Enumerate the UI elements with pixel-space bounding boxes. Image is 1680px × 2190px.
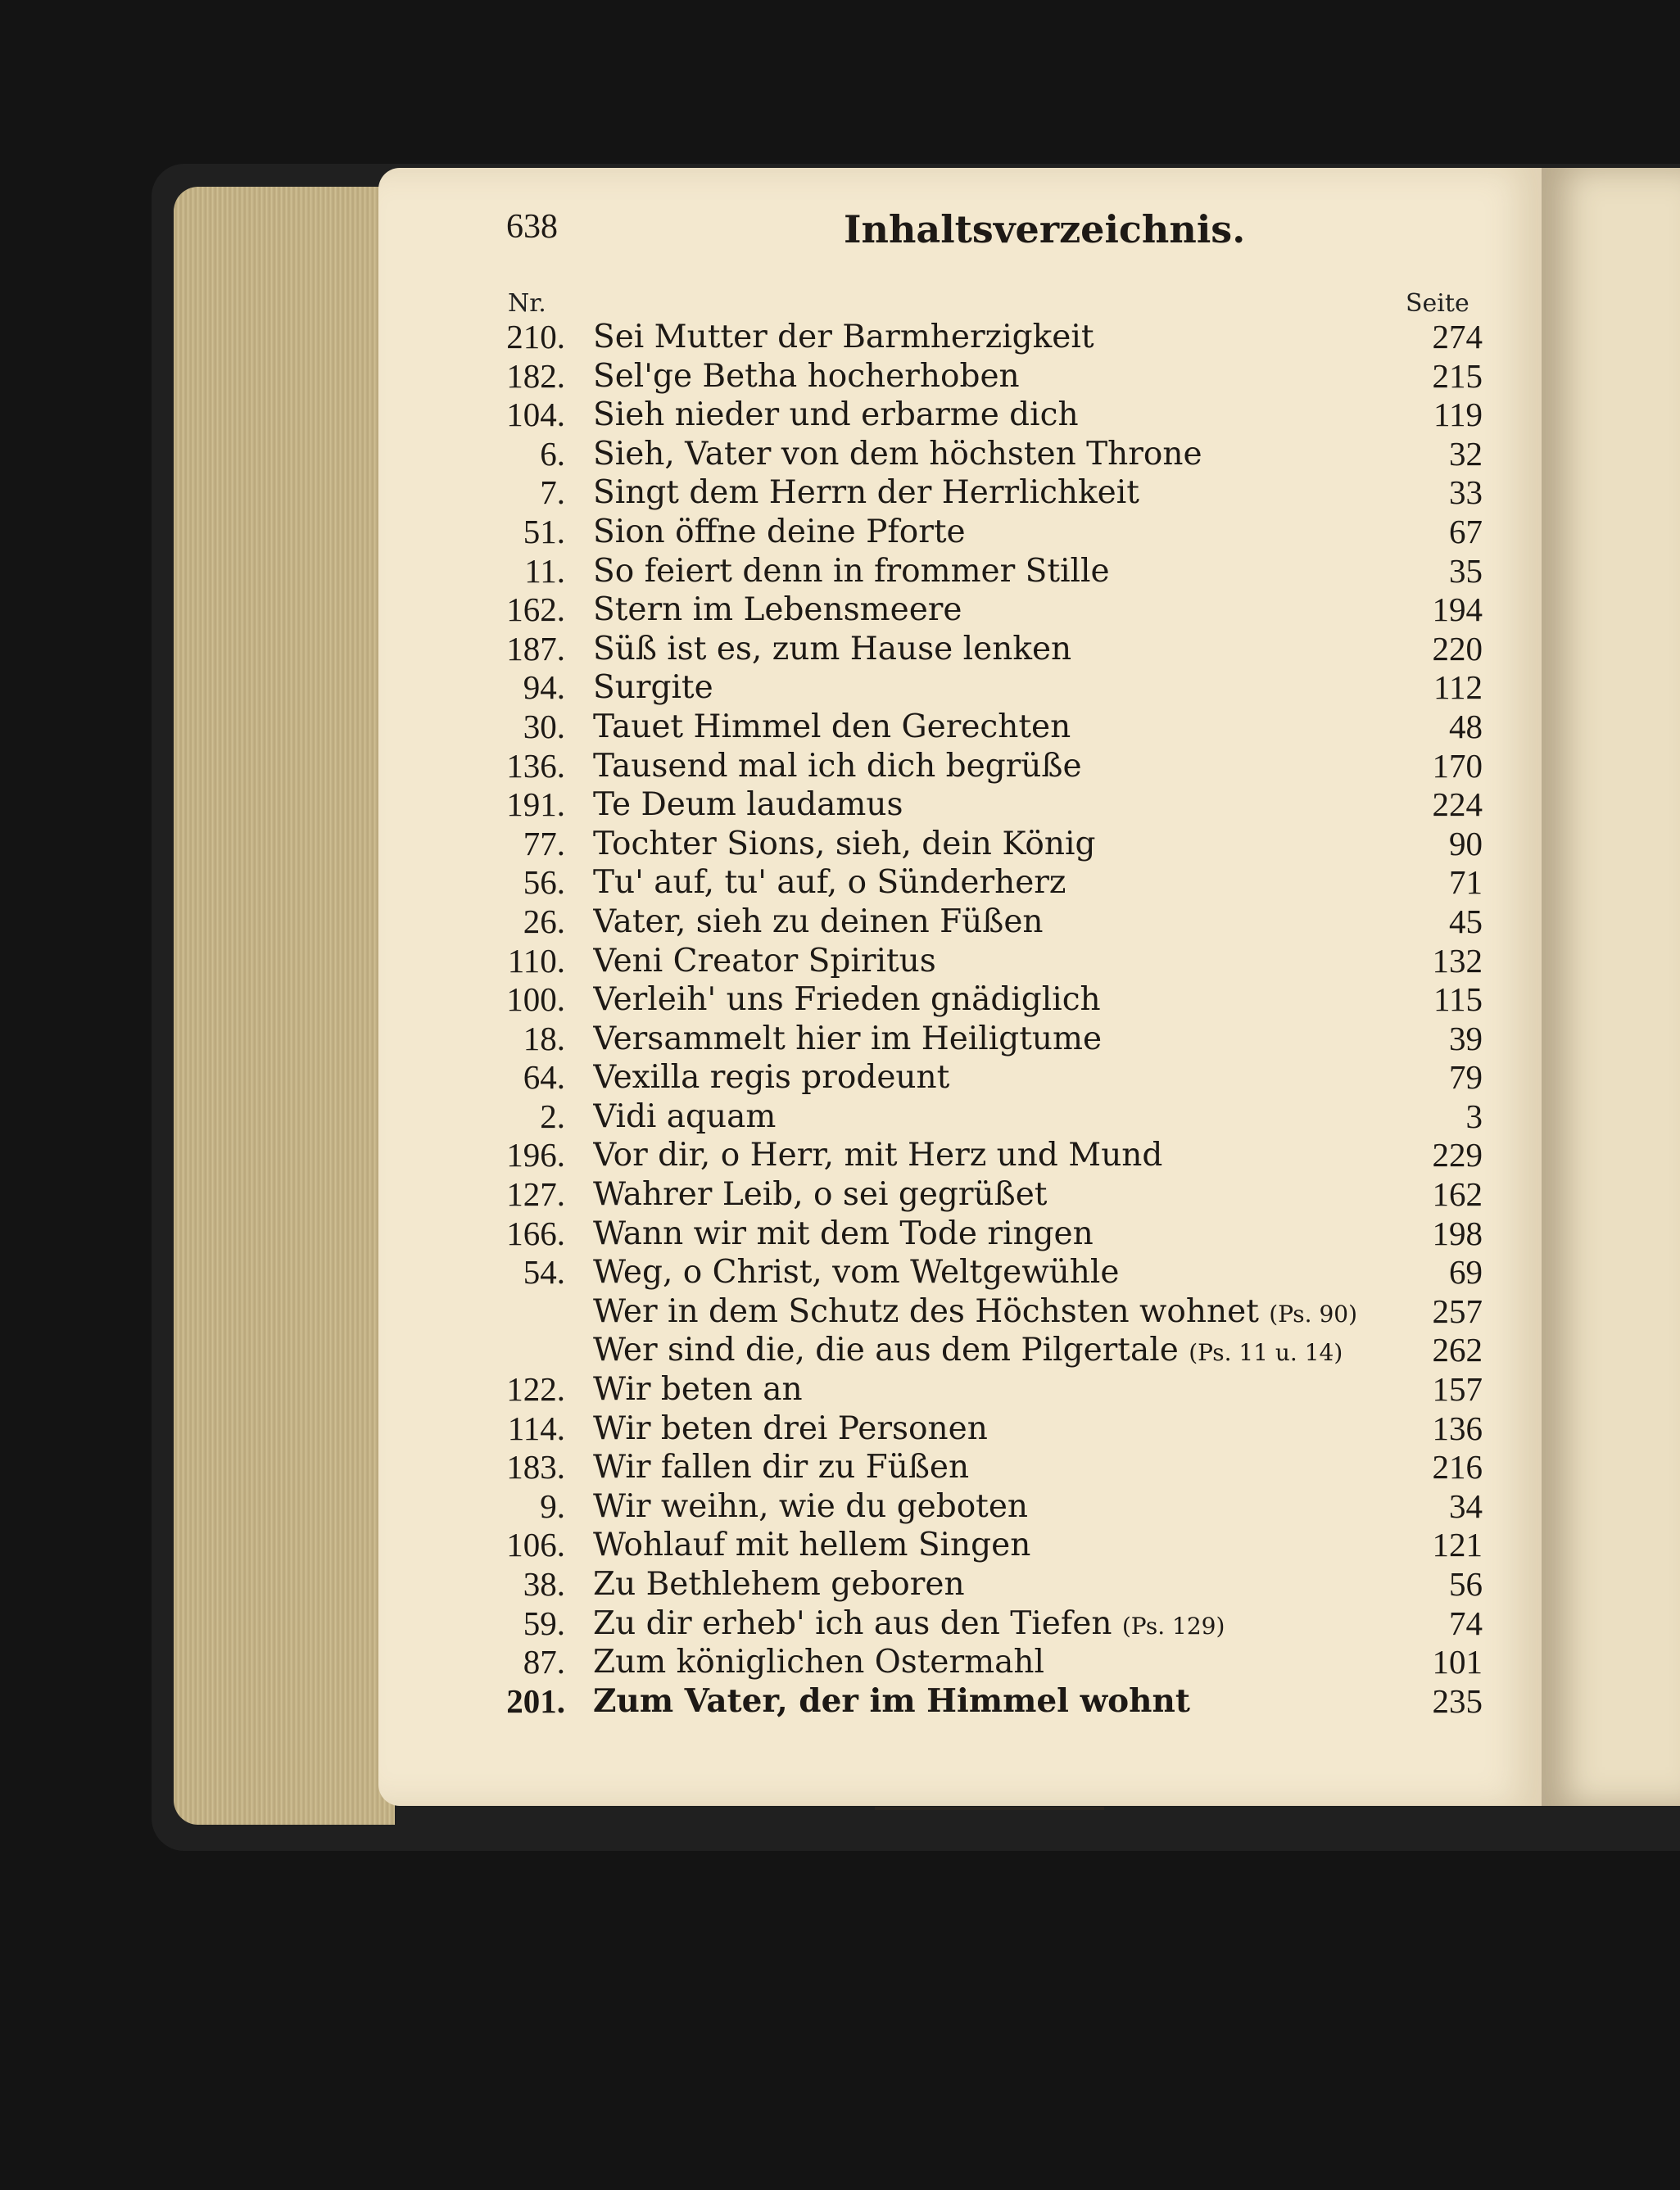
entry-number: 100.	[506, 980, 565, 1019]
index-entry	[491, 863, 1483, 903]
entry-page: 220	[1432, 629, 1483, 667]
entry-title-text: Tu' auf, tu' auf, o Sünderherz	[593, 864, 1066, 902]
entry-title-wrap	[593, 396, 1412, 435]
entry-page: 198	[1432, 1214, 1483, 1252]
entry-title	[593, 748, 1090, 785]
entry-page: 170	[1432, 746, 1483, 785]
entry-page: 229	[1432, 1136, 1483, 1174]
entry-page: 39	[1449, 1019, 1483, 1057]
page-number: 638	[506, 208, 558, 246]
column-header-seite: Seite	[1406, 289, 1469, 318]
entry-number: 104.	[506, 396, 565, 434]
index-entry	[491, 435, 1483, 474]
entry-title	[593, 1176, 1055, 1213]
entry-title-wrap	[593, 1331, 1412, 1373]
entry-title-wrap	[593, 513, 1412, 552]
entry-title	[593, 553, 1118, 590]
entry-page: 224	[1432, 785, 1483, 824]
entry-page: 67	[1449, 512, 1483, 550]
entry-page: 74	[1449, 1604, 1483, 1642]
entry-title-wrap	[593, 1682, 1412, 1722]
entry-title-wrap	[593, 1020, 1412, 1059]
entry-page: 132	[1432, 941, 1483, 980]
entry-title-text: Sei Mutter der Barmherzigkeit	[593, 319, 1094, 355]
entry-title-wrap	[593, 863, 1412, 903]
index-list	[491, 318, 1483, 1721]
entry-number: 9.	[540, 1486, 565, 1525]
entry-title	[593, 1332, 1351, 1369]
index-entry	[491, 942, 1483, 981]
entry-title-text: Sion öffne deine Pforte	[593, 513, 966, 550]
entry-title-wrap	[593, 590, 1412, 630]
entry-page: 216	[1432, 1448, 1483, 1486]
entry-page: 56	[1449, 1565, 1483, 1603]
entry-title-wrap	[593, 1370, 1412, 1409]
index-entry	[491, 1682, 1483, 1722]
entry-title-text: Stern im Lebensmeere	[593, 591, 962, 629]
entry-note: (Ps. 129)	[1121, 1612, 1225, 1640]
entry-title-wrap	[593, 1058, 1412, 1097]
entry-page: 45	[1449, 902, 1483, 940]
entry-number: 162.	[506, 590, 565, 629]
entry-number: 183.	[506, 1448, 565, 1486]
entry-title-text: Wohlauf mit hellem Singen	[593, 1527, 1031, 1564]
entry-number: 2.	[540, 1097, 565, 1135]
entry-title-wrap	[593, 1643, 1412, 1682]
entry-page: 34	[1449, 1486, 1483, 1525]
entry-number: 106.	[506, 1526, 565, 1564]
entry-number: 77.	[523, 824, 565, 862]
entry-title-text: Wir beten an	[593, 1371, 803, 1409]
entry-title-wrap	[593, 318, 1412, 357]
entry-title	[593, 943, 944, 980]
index-entry	[491, 1604, 1483, 1644]
entry-title	[593, 1254, 1127, 1291]
entry-number: 18.	[523, 1019, 565, 1057]
entry-page: 157	[1432, 1370, 1483, 1409]
entry-title-text: Wer sind die, die aus dem Pilgertale	[593, 1332, 1179, 1369]
entry-title-text: Wann wir mit dem Tode ringen	[593, 1215, 1094, 1252]
entry-number: 210.	[506, 318, 565, 355]
index-entry	[491, 785, 1483, 825]
entry-number: 136.	[506, 746, 565, 785]
entry-title-wrap	[593, 942, 1412, 981]
entry-title	[593, 1527, 1039, 1563]
entry-page: 257	[1432, 1292, 1483, 1330]
entry-title	[593, 786, 911, 823]
entry-number: 201.	[506, 1681, 565, 1720]
index-entry	[491, 708, 1483, 747]
index-entry	[491, 980, 1483, 1020]
entry-title-wrap	[593, 630, 1412, 669]
entry-title-wrap	[593, 1175, 1412, 1215]
entry-title-text: Wir weihn, wie du geboten	[593, 1487, 1029, 1525]
entry-title-wrap	[593, 1487, 1412, 1527]
entry-title	[593, 1098, 784, 1135]
entry-title	[593, 319, 1103, 355]
entry-title	[593, 474, 1148, 511]
entry-page: 119	[1433, 396, 1483, 434]
entry-title	[593, 1020, 1110, 1057]
entry-title-text: Veni Creator Spiritus	[593, 942, 936, 980]
entry-title	[593, 826, 1103, 862]
index-entry	[491, 590, 1483, 630]
index-entry	[491, 630, 1483, 669]
entry-number: 64.	[523, 1058, 565, 1097]
entry-title	[593, 864, 1074, 901]
index-entry	[491, 357, 1483, 396]
entry-page: 71	[1449, 863, 1483, 902]
entry-title	[593, 1215, 1102, 1252]
index-entry	[491, 903, 1483, 942]
index-entry	[491, 1058, 1483, 1097]
entry-title-text: Singt dem Herrn der Herrlichkeit	[593, 474, 1139, 512]
index-entry	[491, 473, 1483, 513]
entry-title	[593, 591, 971, 628]
index-entry	[491, 1253, 1483, 1292]
entry-title-text: Wahrer Leib, o sei gegrüßet	[593, 1176, 1048, 1214]
entry-title-text: Süß ist es, zum Hause lenken	[593, 630, 1072, 667]
entry-title	[593, 396, 1087, 433]
page-title: Inhaltsverzeichnis.	[844, 207, 1246, 251]
entry-title-wrap	[593, 747, 1412, 786]
index-entry	[491, 396, 1483, 435]
entry-number: 11.	[524, 551, 565, 590]
entry-title-wrap	[593, 785, 1412, 825]
entry-page: 112	[1433, 668, 1483, 707]
entry-number: 114.	[507, 1409, 565, 1447]
entry-page: 162	[1432, 1175, 1483, 1214]
entry-title-wrap	[593, 1565, 1412, 1604]
index-entry	[491, 825, 1483, 864]
index-entry	[491, 1020, 1483, 1059]
entry-title-wrap	[593, 357, 1412, 396]
entry-title-text: Wir fallen dir zu Füßen	[593, 1449, 970, 1486]
entry-number: 196.	[506, 1136, 565, 1174]
entry-note: (Ps. 11 u. 14)	[1189, 1339, 1343, 1367]
index-entry	[491, 513, 1483, 552]
index-entry	[491, 552, 1483, 591]
entry-title	[593, 1605, 1233, 1642]
entry-title-text: Vor dir, o Herr, mit Herz und Mund	[593, 1137, 1163, 1174]
entry-title-wrap	[593, 1448, 1412, 1487]
index-entry	[491, 1215, 1483, 1254]
entry-number: 54.	[523, 1253, 565, 1292]
entry-title-text: Te Deum laudamus	[593, 786, 903, 824]
entry-title-text: Zu dir erheb' ich aus den Tiefen	[593, 1604, 1112, 1642]
entry-title	[593, 1644, 1053, 1681]
entry-title-wrap	[593, 668, 1412, 708]
index-entry	[491, 1487, 1483, 1527]
entry-page: 215	[1432, 356, 1483, 395]
entry-title	[593, 1488, 1036, 1525]
entry-page: 101	[1432, 1643, 1483, 1681]
entry-page: 32	[1449, 434, 1483, 473]
entry-title	[593, 1682, 1198, 1720]
facing-page	[1542, 168, 1680, 1806]
entry-page: 69	[1449, 1253, 1483, 1292]
page-header	[506, 207, 1479, 256]
entry-title	[593, 903, 1052, 940]
entry-title-wrap	[593, 825, 1412, 864]
entry-number: 182.	[506, 356, 565, 395]
entry-title-text: Surgite	[593, 669, 713, 707]
entry-page: 194	[1432, 590, 1483, 629]
entry-title	[593, 1449, 977, 1486]
entry-number: 26.	[523, 902, 565, 940]
entry-title-text: Tochter Sions, sieh, dein König	[593, 825, 1096, 862]
entry-title-text: Verleih' uns Frieden gnädiglich	[593, 981, 1101, 1019]
index-entry	[491, 1370, 1483, 1409]
entry-number: 94.	[523, 668, 565, 707]
entry-page: 35	[1449, 551, 1483, 590]
entry-title-text: Wer in dem Schutz des Höchsten wohnet	[593, 1292, 1259, 1330]
entry-number: 87.	[523, 1643, 565, 1681]
index-entry	[491, 1448, 1483, 1487]
entry-title-wrap	[593, 1526, 1412, 1565]
entry-page: 136	[1432, 1409, 1483, 1447]
entry-page: 33	[1449, 473, 1483, 512]
entry-title-wrap	[593, 980, 1412, 1020]
entry-number: 191.	[506, 785, 565, 824]
index-entry	[491, 1409, 1483, 1449]
entry-page: 79	[1449, 1058, 1483, 1097]
entry-page: 3	[1465, 1097, 1483, 1135]
entry-title	[593, 1293, 1365, 1330]
index-entry	[491, 1331, 1483, 1370]
entry-title-text: Zum königlichen Ostermahl	[593, 1644, 1044, 1681]
entry-title-text: Zum Vater, der im Himmel wohnt	[593, 1681, 1190, 1720]
entry-number: 51.	[523, 512, 565, 550]
entry-title-wrap	[593, 1292, 1412, 1334]
entry-title-text: Zu Bethlehem geboren	[593, 1566, 965, 1603]
index-entry	[491, 1292, 1483, 1332]
entry-title	[593, 708, 1079, 745]
index-entry	[491, 318, 1483, 357]
entry-title	[593, 631, 1080, 667]
entry-title	[593, 1059, 958, 1096]
entry-title-text: Vidi aquam	[593, 1097, 777, 1135]
entry-title-wrap	[593, 1215, 1412, 1254]
column-header-nr: Nr.	[508, 289, 546, 318]
entry-title-wrap	[593, 435, 1412, 474]
entry-number: 56.	[523, 863, 565, 902]
entry-number: 110.	[507, 941, 565, 980]
entry-title	[593, 981, 1109, 1018]
entry-title-text: Weg, o Christ, vom Weltgewühle	[593, 1254, 1120, 1292]
page-edges	[174, 187, 395, 1825]
end-rule	[875, 1807, 1104, 1810]
entry-title-text: Sel'ge Betha hocherhoben	[593, 357, 1020, 395]
entry-title-wrap	[593, 552, 1412, 591]
entry-number: 127.	[506, 1175, 565, 1214]
entry-title-text: Vexilla regis prodeunt	[593, 1059, 950, 1097]
entry-title	[593, 436, 1211, 473]
entry-title-text: So feiert denn in frommer Stille	[593, 552, 1110, 590]
entry-title-text: Wir beten drei Personen	[593, 1409, 988, 1447]
index-entry	[491, 1526, 1483, 1565]
entry-page: 274	[1432, 318, 1483, 355]
index-entry	[491, 1643, 1483, 1682]
entry-title-wrap	[593, 708, 1412, 747]
entry-title-text: Versammelt hier im Heiligtume	[593, 1020, 1103, 1057]
entry-title-wrap	[593, 473, 1412, 513]
entry-number: 38.	[523, 1565, 565, 1603]
entry-title	[593, 1371, 811, 1408]
entry-note: (Ps. 90)	[1269, 1300, 1358, 1328]
entry-title-text: Tausend mal ich dich begrüße	[593, 747, 1082, 785]
entry-number: 187.	[506, 629, 565, 667]
entry-title	[593, 669, 722, 706]
entry-title	[593, 1566, 973, 1603]
entry-title	[593, 1137, 1171, 1174]
entry-title-wrap	[593, 1604, 1412, 1646]
entry-number: 59.	[523, 1604, 565, 1642]
entry-page: 235	[1432, 1681, 1483, 1720]
entry-title	[593, 358, 1028, 395]
entry-number: 7.	[540, 473, 565, 512]
entry-title-wrap	[593, 903, 1412, 942]
entry-number: 166.	[506, 1214, 565, 1252]
index-entry	[491, 1136, 1483, 1175]
entry-title-wrap	[593, 1136, 1412, 1175]
entry-page: 48	[1449, 707, 1483, 745]
entry-title-wrap	[593, 1253, 1412, 1292]
index-entry	[491, 747, 1483, 786]
entry-number: 30.	[523, 707, 565, 745]
entry-title	[593, 1410, 996, 1447]
entry-page: 115	[1433, 980, 1483, 1019]
entry-title-wrap	[593, 1097, 1412, 1137]
entry-title-text: Sieh nieder und erbarme dich	[593, 396, 1079, 434]
entry-page: 262	[1432, 1331, 1483, 1369]
entry-title-text: Vater, sieh zu deinen Füßen	[593, 903, 1044, 940]
entry-page: 90	[1449, 824, 1483, 862]
entry-number: 122.	[506, 1370, 565, 1409]
index-entry	[491, 668, 1483, 708]
entry-title-text: Tauet Himmel den Gerechten	[593, 708, 1071, 745]
entry-number: 6.	[540, 434, 565, 473]
entry-page: 121	[1432, 1526, 1483, 1564]
index-entry	[491, 1565, 1483, 1604]
index-entry	[491, 1097, 1483, 1137]
entry-title-text: Sieh, Vater von dem höchsten Throne	[593, 435, 1202, 473]
index-entry	[491, 1175, 1483, 1215]
entry-title	[593, 514, 974, 550]
entry-title-wrap	[593, 1409, 1412, 1449]
